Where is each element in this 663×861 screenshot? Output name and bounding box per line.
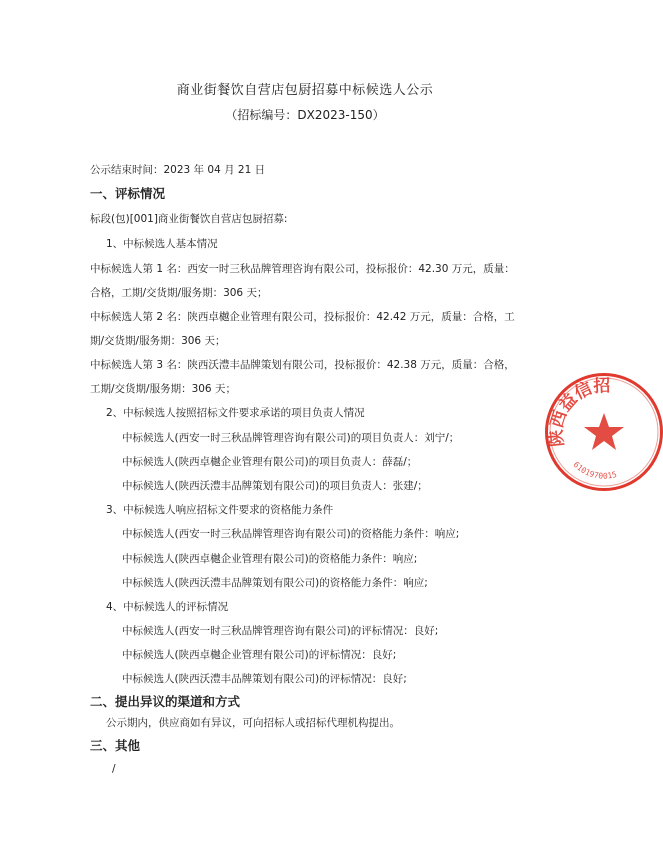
candidate-3-line-1: 中标候选人第 3 名：陕西沃澧丰品牌策划有限公司，投标报价：42.38 万元，质量：合格， [90, 359, 515, 371]
svg-text:6101970015 [572, 460, 618, 481]
candidate-1-line-1: 中标候选人第 1 名：西安一时三秋品牌管理咨询有限公司，投标报价：42.30 万元，质量： [90, 263, 515, 275]
seal-star-icon [584, 413, 624, 450]
qualification-item: 中标候选人(陕西卓樾企业管理有限公司)的资格能力条件：响应; [122, 553, 418, 565]
seal-arc-text: 陕西益信招 [546, 376, 611, 448]
evaluation-item: 中标候选人(陕西卓樾企业管理有限公司)的评标情况：良好; [122, 649, 397, 661]
document-title: 商业街餐饮自营店包厨招募中标候选人公示 [176, 83, 434, 98]
section-other-heading: 三、其他 [90, 738, 141, 753]
objection-text: 公示期内，供应商如有异议，可向招标人或招标代理机构提出。 [106, 717, 400, 729]
evaluation-item: 中标候选人(西安一时三秋品牌管理咨询有限公司)的评标情况：良好; [122, 625, 439, 637]
qualification-heading: 3、中标候选人响应招标文件要求的资格能力条件 [106, 504, 334, 516]
project-leader-item: 中标候选人(陕西卓樾企业管理有限公司)的项目负责人：薛磊/； [122, 456, 418, 468]
qualification-item: 中标候选人(西安一时三秋品牌管理咨询有限公司)的资格能力条件：响应; [122, 528, 460, 540]
project-leader-item: 中标候选人(陕西沃澧丰品牌策划有限公司)的项目负责人：张建/； [122, 480, 428, 492]
project-leader-heading: 2、中标候选人按照招标文件要求承诺的项目负责人情况 [106, 407, 365, 419]
basic-info-heading: 1、中标候选人基本情况 [106, 238, 218, 250]
section-objection-heading: 二、提出异议的渠道和方式 [90, 694, 241, 709]
company-seal [545, 373, 663, 491]
tender-number: （招标编号：DX2023-150） [225, 108, 385, 122]
seal-number: 6101970015 [571, 459, 618, 481]
evaluation-item: 中标候选人(陕西沃澧丰品牌策划有限公司)的评标情况：良好; [122, 673, 407, 685]
package-line: 标段(包)[001]商业街餐饮自营店包厨招募: [90, 213, 288, 225]
candidate-2-line-2: 期/交货期/服务期：306 天； [90, 335, 226, 347]
candidate-2-line-1: 中标候选人第 2 名：陕西卓樾企业管理有限公司，投标报价：42.42 万元，质量：合格，工 [90, 311, 515, 323]
publicity-end-time: 公示结束时间：2023 年 04 月 21 日 [90, 164, 266, 176]
project-leader-item: 中标候选人(西安一时三秋品牌管理咨询有限公司)的项目负责人：刘宁/； [122, 432, 460, 444]
candidate-3-line-2: 工期/交货期/服务期：306 天； [90, 383, 236, 395]
section-evaluation-heading: 一、评标情况 [90, 186, 166, 201]
seal-graphic [545, 373, 663, 491]
qualification-item: 中标候选人(陕西沃澧丰品牌策划有限公司)的资格能力条件：响应; [122, 577, 428, 589]
evaluation-heading: 4、中标候选人的评标情况 [106, 601, 229, 613]
candidate-1-line-2: 合格，工期/交货期/服务期：306 天； [90, 287, 268, 299]
other-text: / [112, 763, 116, 775]
